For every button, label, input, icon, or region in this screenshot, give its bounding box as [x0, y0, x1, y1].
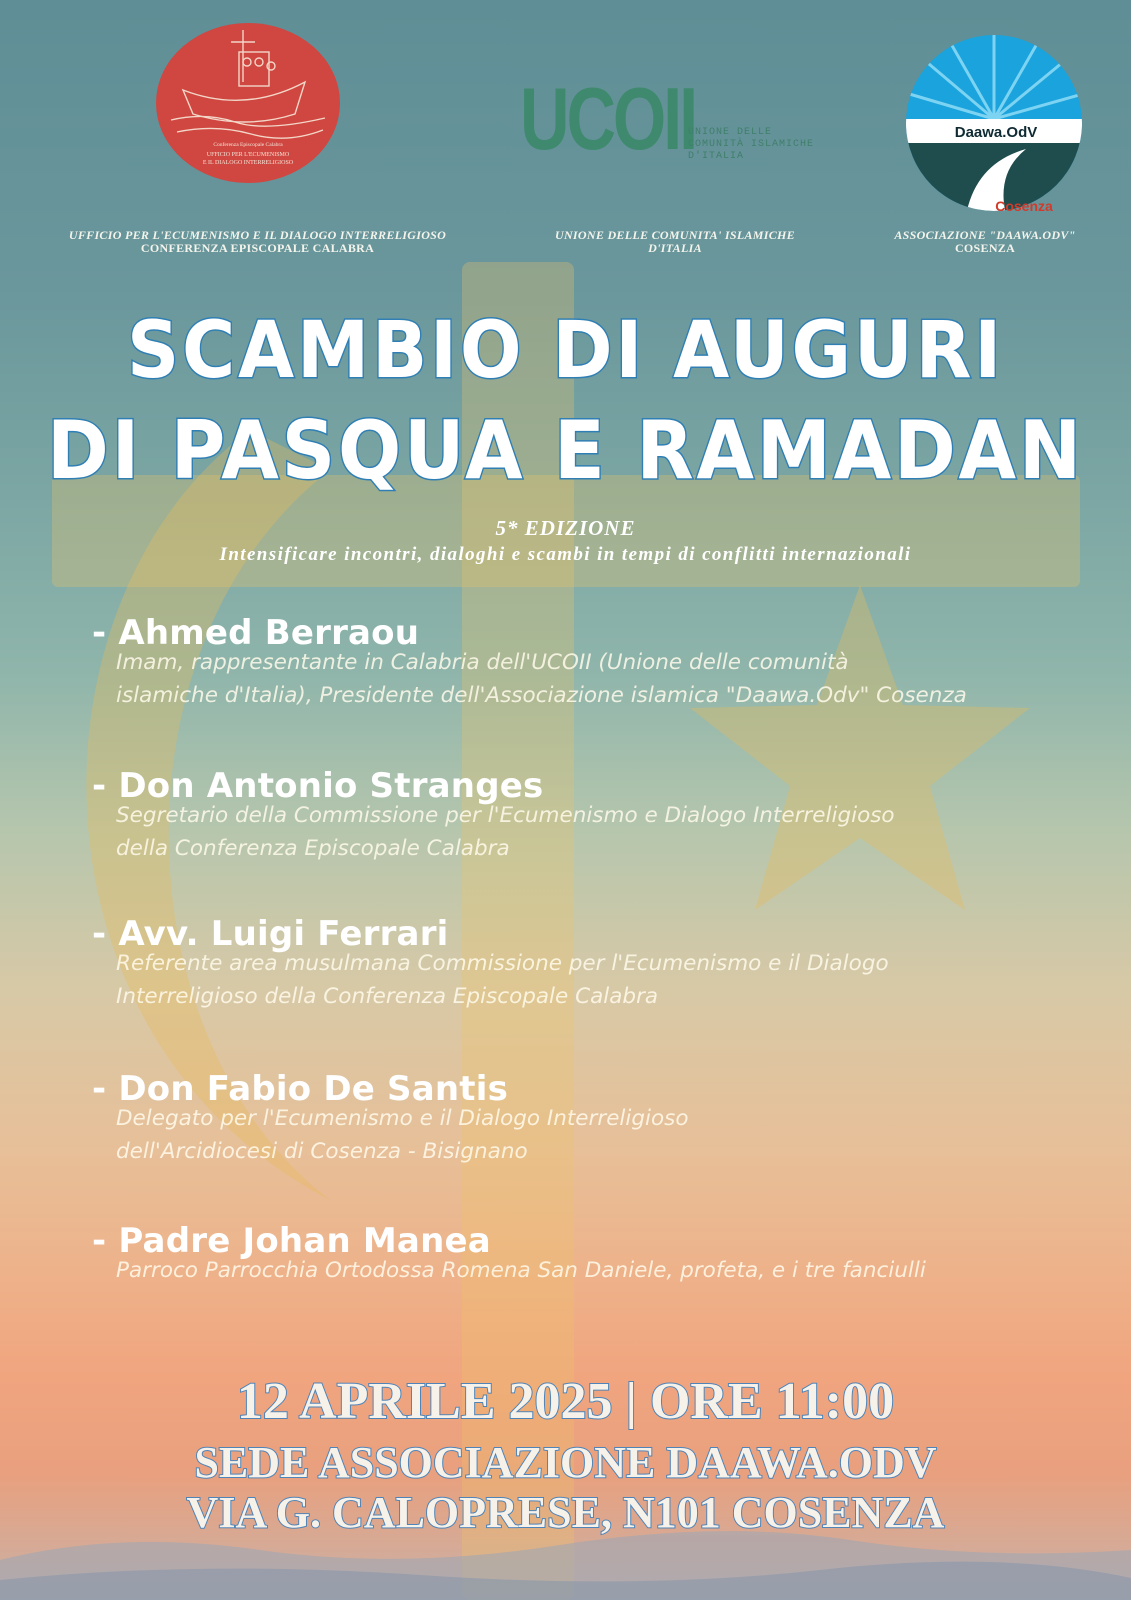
- speaker-role-line-2: Interreligioso della Conferenza Episcopale Calabra: [116, 984, 659, 1009]
- speaker-role-line-2: dell'Arcidiocesi di Cosenza - Bisignano: [116, 1139, 528, 1164]
- edition-label: 5* EDIZIONE: [495, 516, 636, 540]
- episcopal-conference-logo: [155, 22, 341, 184]
- speaker-name: - Padre Johan Manea: [92, 1221, 491, 1261]
- speaker-role-line-1: Imam, rappresentante in Calabria dell'UCOII (Unione delle comunità: [116, 650, 849, 675]
- speaker-role-line-1: Referente area musulmana Commissione per l'Ecumenismo e il Dialogo: [116, 951, 889, 976]
- organization-left-line-1: UFFICIO PER L'ECUMENISMO E IL DIALOGO INTERRELIGIOSO: [68, 228, 447, 242]
- logo-left-line-3: E IL DIALOGO INTERRELIGIOSO: [202, 160, 294, 166]
- organization-right-line-1: ASSOCIAZIONE "DAAWA.ODV": [894, 228, 1076, 242]
- organization-right-line-2: COSENZA: [954, 241, 1016, 255]
- ucoii-logo: [520, 69, 830, 175]
- tagline: Intensificare incontri, dialoghi e scambi in tempi di conflitti internazionali: [219, 544, 912, 565]
- speaker-name: - Avv. Luigi Ferrari: [92, 914, 449, 954]
- logo-left-line-2: UFFICIO PER L'ECUMENISMO: [206, 152, 290, 158]
- speaker-name: - Don Fabio De Santis: [92, 1069, 509, 1109]
- speaker-4: [92, 1070, 1122, 1168]
- event-date-time: 12 APRILE 2025 | ORE 11:00: [236, 1373, 895, 1430]
- speaker-role-line-1: Delegato per l'Ecumenismo e il Dialogo Interreligioso: [116, 1106, 689, 1131]
- organization-caption-left: [20, 229, 495, 255]
- logo-left-line-1: Conferenza Episcopale Calabra: [213, 142, 283, 148]
- daawa-logo-city: Cosenza: [995, 198, 1053, 214]
- speaker-name: - Don Antonio Stranges: [92, 766, 544, 806]
- event-address: VIA G. CALOPRESE, N101 COSENZA: [186, 1488, 945, 1537]
- event-title-line-2: DI PASQUA E RAMADAN: [47, 404, 1084, 497]
- speaker-1: [92, 614, 1122, 712]
- speaker-role-line-1: Parroco Parrocchia Ortodossa Romena San Daniele, profeta, e i tre fanciulli: [116, 1258, 926, 1283]
- speaker-role-line-1: Segretario della Commissione per l'Ecumenismo e Dialogo Interreligioso: [116, 803, 895, 828]
- ucoii-subtitle: [688, 127, 814, 163]
- daawa-logo: [906, 33, 1087, 215]
- organization-middle-line-1: UNIONE DELLE COMUNITA' ISLAMICHE: [555, 228, 795, 242]
- organization-left-line-2: CONFERENZA EPISCOPALE CALABRA: [140, 241, 375, 255]
- ucoii-subtitle-line-1: UNIONE DELLE: [688, 127, 773, 138]
- event-venue: SEDE ASSOCIAZIONE DAAWA.ODV: [194, 1438, 937, 1487]
- event-title-line-1: SCAMBIO DI AUGURI: [126, 306, 1004, 396]
- speaker-role-line-2: della Conferenza Episcopale Calabra: [116, 836, 510, 861]
- organization-middle-line-2: D'ITALIA: [648, 241, 702, 255]
- daawa-logo-name: Daawa.OdV: [954, 124, 1038, 141]
- ucoii-wordmark: UCOII: [520, 69, 696, 168]
- ucoii-subtitle-line-3: D'ITALIA: [688, 151, 745, 162]
- speaker-5: [92, 1222, 1122, 1287]
- speaker-2: [92, 767, 1122, 865]
- speaker-name: - Ahmed Berraou: [92, 613, 420, 653]
- organization-caption-right: [860, 229, 1110, 255]
- organization-caption-middle: [510, 229, 840, 255]
- speaker-3: [92, 915, 1122, 1013]
- speaker-role-line-2: islamiche d'Italia), Presidente dell'Associazione islamica "Daawa.Odv" Cosenza: [116, 683, 967, 708]
- ucoii-subtitle-line-2: COMUNITÀ ISLAMICHE: [688, 139, 815, 150]
